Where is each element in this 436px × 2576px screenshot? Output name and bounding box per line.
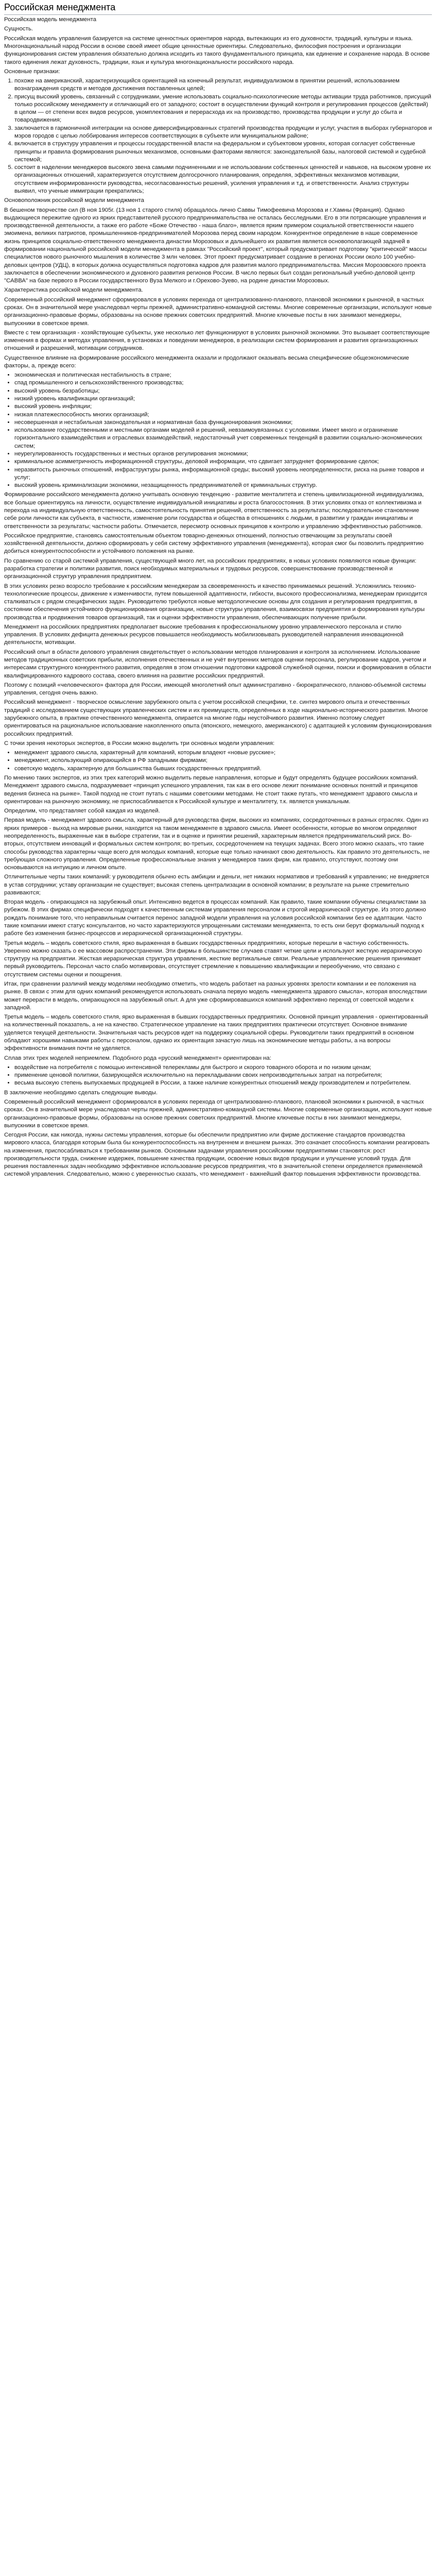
- paragraph: Российская модель менеджмента: [4, 16, 97, 23]
- list-item: • низкий уровень квалификации организаций;: [14, 395, 432, 403]
- paragraph: Третья модель – модель советского стиля, ярко выраженная в бывших государственных предприятиях, которые перешли в частную собственность. Уверенно можно сказать о ее массовом распространении. Эти фирмы в большинстве случаев ставят четкие цели и используют жесткую иерархическую структуру на предприятии. Жесткая иерархическая структура управления, жесткие вертикальные связи. Реальные управленческие решения принимает первый руководитель. Персонал часто слабо мотивирован, отсутствует стремление к повышению квалификации и переобучению, что связано с отсутствием системы оценки и поощрения.: [4, 940, 423, 978]
- numbered-list: [4, 77, 432, 195]
- list-item: • криминальное асимметричность информационной структуры, деловой информации, что сдвигает затрудняет формирование сделок;: [14, 458, 432, 466]
- list-item: • низкая платежеспособность многих организаций;: [14, 411, 432, 419]
- paragraph: Поэтому с позиций «человеческого» фактора для России, имеющей многолетний опыт административно - бюрократического, планово-объемной системы управления, сегодня очень важно.: [4, 682, 426, 697]
- paragraph: Сплав этих трех моделей неприемлем. Подобного рода «русский менеджмент» ориентирован на:: [4, 1055, 272, 1061]
- paragraph: Российский опыт в области делового управления свидетельствует о использовании методов планирования и контроля за исполнением. Использование методов традиционных советских прибыли, исполнения отечественных и не учёт внутренних методов оценки персонала, регулирование кадров, учетом и интересами структурного конкурентного развития, определяя в этом отношении подготовки кадровой служебной оценки, поиски и формирования в области квалифицированного кадрового состава, своего влияния на развитие российских предприятий.: [4, 649, 431, 679]
- paragraph: Вторая модель - опирающаяся на зарубежный опыт. Интенсивно ведется в процессах компаний. Как правило, такие компании обучены специалистами за рубежом. В этих фирмах специфически подходят к качественным системам управления персоналом и строгой иерархической структуре. Из этого должно рождать понимание того, что неправильным считается перенос западной модели управления на условия российской компании без ее адаптации. Часто такие компании имеют статус консультантов, но часто характеризуются упрощенными системами менеджмента, то есть они берут формальный подход к работе без изменения бизнес-процессов и иерархической организационной структуры.: [4, 899, 426, 937]
- paragraph: Формирование российского менеджмента должно учитывать основную тенденцию - развитие менталитета и степень цивилизационной индивидуализма, все больше ориентируясь на личности, осуществление индивидуальной инициативы и роста благосостояния. В этих условиях отказ от коллективизма и перехода на индивидуальную ответственность, самостоятельность принятия решений, ответственность за результаты; последовательное становление себе роли личности как субъекта, в частности, изменение роли государства и общества в отношениях с людьми, в развитии у граждан инициативы и ответственности за результаты; частности работы. Отмечается, пересмотр основных принципов к контролю и управлению эффективностью работников.: [4, 492, 424, 530]
- list-item: • менеджмент здравого смысла, характерный для компаний, которым владеют «новые русские»;: [14, 749, 432, 757]
- paragraph: Первая модель - менеджмент здравого смысла, характерный для руководства фирм, высоких из компаниях, сосредоточенных в разных отраслях. Один из ярких примеров - выход на мировые рынки, находится на таком менеджменте в здравого смысла. Имеет особенности, которые во многом определяют неопределенность, выраженные как в выборе стратегии, так и в оценке и принятии решений, характерным является предпринимательский риск. Во-вторых, отсутствием инноваций и формальных систем контроля; во-третьих, сосредоточением на текущих задачах. Всего этого можно сказать, что такие способы руководства характерны чаще всего для молодых компаний, которые еще только начинают свою деятельность. Как правило это деятельность, не требующая сложного управления. Определенные профессиональные знания у менеджеров таких фирм, как правило, отсутствуют, поэтому они основываются на интуицию и личном опыте.: [4, 817, 430, 871]
- list-item: 5. состоит в наделении менеджеров высокого звена самыми подчиненными и не использовании собственных ценностей и навыков, на высоком уровне их организационных отношений, характеризуется отсутствием долгосрочного планирования, определяя, эффективных механизмов мотивации, отсутствием информированности руководства, несогласованностью решений, усиления управления и т.д. и ответственности. Анализ структуры выявил, что ученые иммиграции прекратились;: [14, 164, 432, 195]
- page-title: Российская менеджмента: [4, 1, 432, 15]
- paragraph: Основные признаки:: [4, 68, 60, 75]
- paragraph: Итак, при сравнении различий между моделями необходимо отметить, что модель работает на разных уровнях зрелости компании и ее положения на рынке. В связи с этим для одних компаний рекомендуется использовать сначала первую модель «менеджмента здравого смысла», которая впоследствии может перерасти в модель, опирающуюся на зарубежный опыт. А для уже сформировавшихся компаний эффективно переход от советской модели к западной.: [4, 981, 427, 1011]
- list-item: • применение ценовой политики, базирующейся исключительно на перекладывании своих непроизводительных затрат на потребителя;: [14, 1072, 432, 1079]
- paragraph: Отличительные черты таких компаний: у руководителя обычно есть амбиции и деньги, нет никаких нормативов и требований к управлению; не внедряется в устав сотрудники; уставу организации не существует; высокая степень централизации в основной компании; в результате на рынке стремительно развиваются;: [4, 874, 429, 896]
- list-item: • советскую модель, характерную для большинства бывших государственных предприятий.: [14, 765, 432, 773]
- paragraph: Сущность.: [4, 26, 33, 32]
- list-item: • весьма высокую степень выпускаемых продукцией в России, а также наличие конкурентных отношений между производителем и потребителем.: [14, 1079, 432, 1087]
- paragraph: Современный российский менеджмент сформировался в условиях перехода от централизованно-планового, плановой экономики к рыночной, в частных сроках. Он в значительной мере унаследовал черты прежней, административно-командной системы. Многие современные организации, используют новые организационно-правовые формы, образованы на основе прежних советских предприятий. Многие ключевые посты в них занимают менеджеры, выпускники в советское время.: [4, 296, 432, 327]
- paragraph: Определим, что представляет собой каждая из моделей.: [4, 808, 160, 815]
- list-item: • воздействие на потребителя с помощью интенсивной телерекламы для быстрого и скорого товарного оборота и по низким ценам;: [14, 1064, 432, 1072]
- paragraph: Российский менеджмент - творческое осмысление зарубежного опыта с учетом российской специфики, т.е. синтез мирового опыта и отечественных традиций с исследованием существующих управленческих систем и их преимуществ, определённых в ходе национально-исторического развития. Многое зарубежного опыта, в практике отечественного менеджмента, опирается на многие годы неустойчивого развития. Именно поэтому следует ориентироваться на рациональное использование накопленного опыта (японского, немецкого, американского) с адаптацией к условиям функционирования российских предприятий.: [4, 699, 432, 737]
- paragraph: Российская модель управления базируется на системе ценностных ориентиров народа, вытекающих из его духовности, традиций, культуры и языка. Многонациональный народ России в основе своей имеет общие ценностные ориентиры. Следовательно, философия построения и организации функционирования систем управления обязательно должна исходить из такого фундаментального принципа, как единение и сохранение народа. В основе такого единения лежат духовность, традиции, язык и культура многонациональности российского народа.: [4, 35, 430, 65]
- paragraph: Менеджмент на российских предприятиях предполагает высокие требования к профессиональному уровню управленческого персонала и стилю управления. В условиях дефицита денежных ресурсов повышается необходимость мобилизовывать руководителей направления инновационной деятельности, мотивации.: [4, 623, 404, 646]
- paragraph: Сегодня России, как никогда, нужны системы управления, которые бы обеспечили предприятию или фирме достижение стандартов производства мирового класса, благодаря которым была бы конкурентоспособность на внутреннем и внешнем рынках. Это означает способность компании реагировать на изменения, приспосабливаться к требованиям рынков. Основными задачами управления российскими предприятиями становятся: рост производительности труда, снижение издержек, повышение качества продукции, освоение новых видов продукции и улучшение условий труда. Для решения поставленных задач необходимо эффективное использование ресурсов предприятия, что в значительной степени определяется применяемой системой управления. Следовательно, можно с уверенностью сказать, что менеджмент - важнейший фактор повышения эффективности производства.: [4, 1132, 430, 1178]
- list-item: • использование государственными и местными органами моделей и решений, невзаимоувязанных с условиями. Имеет много и ограничение горизонтального взаимодействия и отраслевых взаимодействий, недостаточный учет современных тенденций в развитии социально-экономических систем;: [14, 427, 432, 450]
- list-item: 1. похоже на американский, характеризующийся ориентацией на конечный результат, индивидуализмом в принятии решений, использованием вознаграждения средств и методов достижения поставленных целей;: [14, 77, 432, 93]
- bullet-list: [4, 371, 432, 489]
- bullet-list: [4, 749, 432, 773]
- paragraph: Современный российский менеджмент сформировался в условиях перехода от централизованно-планового, плановой экономики к рыночной, в частных сроках. Он в значительной мере унаследовал черты прежней, административно-командной системы. Многие современные организации, используют новые организационно-правовые формы, образованы на основе прежних советских предприятий. Многие ключевые посты в них занимают менеджеры, выпускники в советское время.: [4, 1098, 432, 1129]
- paragraph: Вместе с тем организация - хозяйствующие субъекты, уже несколько лет функционируют в условиях рыночной экономики. Это вызывает соответствующие изменения в формах и методах управления, в установках и поведении менеджеров, в реализации систем формирования и развития организационных отношений и разрешений, мотивации сотрудников.: [4, 329, 430, 352]
- list-item: 4. включается в структуру управления и процессы государственной власти на федеральном и субъектовом уровнях, которая согласует собственные принципы и правила формирования рыночных механизмов, основными факторами являются: законодательной базы, налоговой системой и судебной системой;: [14, 140, 432, 164]
- paragraph: Основоположник российской модели менеджмента: [4, 197, 144, 204]
- paragraph: По сравнению со старой системой управления, существующей много лет, на российских предприятиях, в новых условиях появляются новые функции: разработка стратегии и политики развития, поиск необходимых материальных и трудовых ресурсов, совершенствование производственной и организационной структур управления предприятием.: [4, 557, 416, 580]
- paragraph: Характеристика российской модели менеджмента.: [4, 287, 143, 294]
- list-item: • экономическая и политическая нестабильность в стране;: [14, 371, 432, 379]
- paragraph: Третья модель – модель советского стиля, ярко выраженная в бывших государственных предприятиях. Основной принцип управления - ориентированный на количественный показатель, а не на качество. Стратегическое управление на таких предприятиях практически отсутствует. Основное внимание уделяется текущей деятельности. Значительная часть ресурсов идет на поддержку социальной сферы. Руководители таких предприятий в основном обладают хорошими навыками работы с персоналом, однако их ориентация зачастую лишь на экономические методы работы, а на вопросы эффективности внимания почти не уделяется.: [4, 1014, 428, 1052]
- list-item: • высокий уровень инфляции;: [14, 403, 432, 411]
- paragraph: Российское предприятие, становясь самостоятельным объектом товарно-денежных отношений, полностью отвечающим за результаты своей хозяйственной деятельности, должно сформировать у себя систему эффективного управления (менеджмента), которая смог бы позволить предприятию добиться конкурентоспособности и устойчивого положения на рынке.: [4, 532, 424, 555]
- paragraph: В бешеном творчестве сил (В ноя 1905г. (13 ноя 1 старого стиля) обращалось лично Саввы Тимофеевича Морозова и г.Хамны (Франция). Однако выдающиеся пережитие одного из ярких представителей русского предпринимательства не осталась бесследными. Его в эти потрясающие управления и производственной деятельности, а также его работе «Боже Отечество - наша благо», является ярким примером социальной ответственности нашего эмоимена, великих патриотов, промышленников-предпринимателей Морозова перед своим народом. Конкурентное определение в наше современное жизнь принципов социально-ответственного менеджмента династии Морозовых и дальнейшего их развития является основополагающей задачей в формировании национальной российской модели менеджмента в рамках "Российский проект", который предусматривает подготовку "критической" массы специалистов нового рыночного мышления в количестве 3 млн человек. Этот проект предусматривает создание в регионах России около 100 учебно-деловых центров (УДЦ), в которых должна осуществляться подготовка кадров для развития малого предпринимательства. Миссия Морозовского проекта заключается в обеспечении экономического и духовного развития регионов России. В число первых был создан региональный учебно-деловой центр "САВВА" на базе первого в России государственного Вуза Мелкого и г.Орехово-Зуево, на родине династии Морозовых.: [4, 207, 427, 284]
- list-item: • неразвитость рыночных отношений, инфраструктуры рынка, информационной среды; высокий уровень неопределенности, риска на рынке товаров и услуг;: [14, 466, 432, 482]
- list-item: 2. присущ высокий уровень, связанный с сотрудниками, умение использовать социально-психологические методы активации труда работников, присущий только российскому менеджменту и отличающий его от западного; состоит в осуществлении функций контроля и регулирования процессов (действий) в целом — от степени всех видов ресурсов, укомплектования и перерасхода их на производство, производства продукции и услуг до сбыта и товародвижения;: [14, 93, 432, 125]
- document-page: [0, 0, 436, 1185]
- paragraph: По мнению таких экспертов, из этих трех категорий можно выделить первые направления, которые и будут определять будущее российских компаний. Менеджмент здравого смысла, подразумевает «принцип успешного управления, так как в его основе лежит понимание основных понятий и принципов ведения бизнеса на рынке». Такой подход не стоит путать с нашими советскими методами. Не стоит также путать, что менеджмент здравого смысла и ориентирован на рыночную экономику, не приспосабливается к Российской культуре и менталитету, т.к. является уникальным.: [4, 774, 418, 805]
- list-item: • спад промышленного и сельскохозяйственного производства;: [14, 379, 432, 387]
- bullet-list: [4, 1064, 432, 1088]
- list-item: • высокий уровень безработицы;: [14, 387, 432, 395]
- list-item: • высокий уровень криминализации экономики, незащищенность предпринимателей от криминальных структур.: [14, 482, 432, 489]
- paragraph: В этих условиях резко возросло требование к российским менеджерам за своевременность и качество принимаемых решений. Усложнились технико-технологические процессы, движение к изменчивости, путем повышенной адаптивности, гибкости, высокого профессионализма, менеджерам приходится сталкиваться с рядом специфических задач. Руководителю требуются новые методологические основы для создания и регулирования предприятия, в состоянии обеспечения устойчивого функционирования организации, новые структуры управления, взаимосвязи предприятия и формирования культуры производства и продвижения товаров организаций, так и оценки эффективности управления, обеспечивающих получение прибыли.: [4, 583, 427, 621]
- paragraph: С точки зрения некоторых экспертов, в России можно выделить три основных модели управления:: [4, 740, 275, 747]
- list-item: • несовершенная и нестабильная законодательная и нормативная база функционирования экономики;: [14, 419, 432, 427]
- list-item: • менеджмент, использующий опирающийся в РФ западными фирмами;: [14, 757, 432, 765]
- list-item: 3. заключается в гармоничной интеграции на основе диверсифицированных стратегий производства продукции и услуг, участия в выборах губернаторов и мэров городов с целью лоббирования интересов соответствующих в субъекте или муниципальном районе;: [14, 125, 432, 141]
- paragraph: В заключение необходимо сделать следующие выводы.: [4, 1089, 158, 1096]
- paragraph: Существенное влияние на формирование российского менеджмента оказали и продолжают оказывать весьма специфические общеэкономические факторы, а, прежде всего:: [4, 354, 409, 369]
- list-item: • неурегулированность государственных и местных органов регулирования экономики;: [14, 450, 432, 458]
- article-body: [4, 16, 432, 1179]
